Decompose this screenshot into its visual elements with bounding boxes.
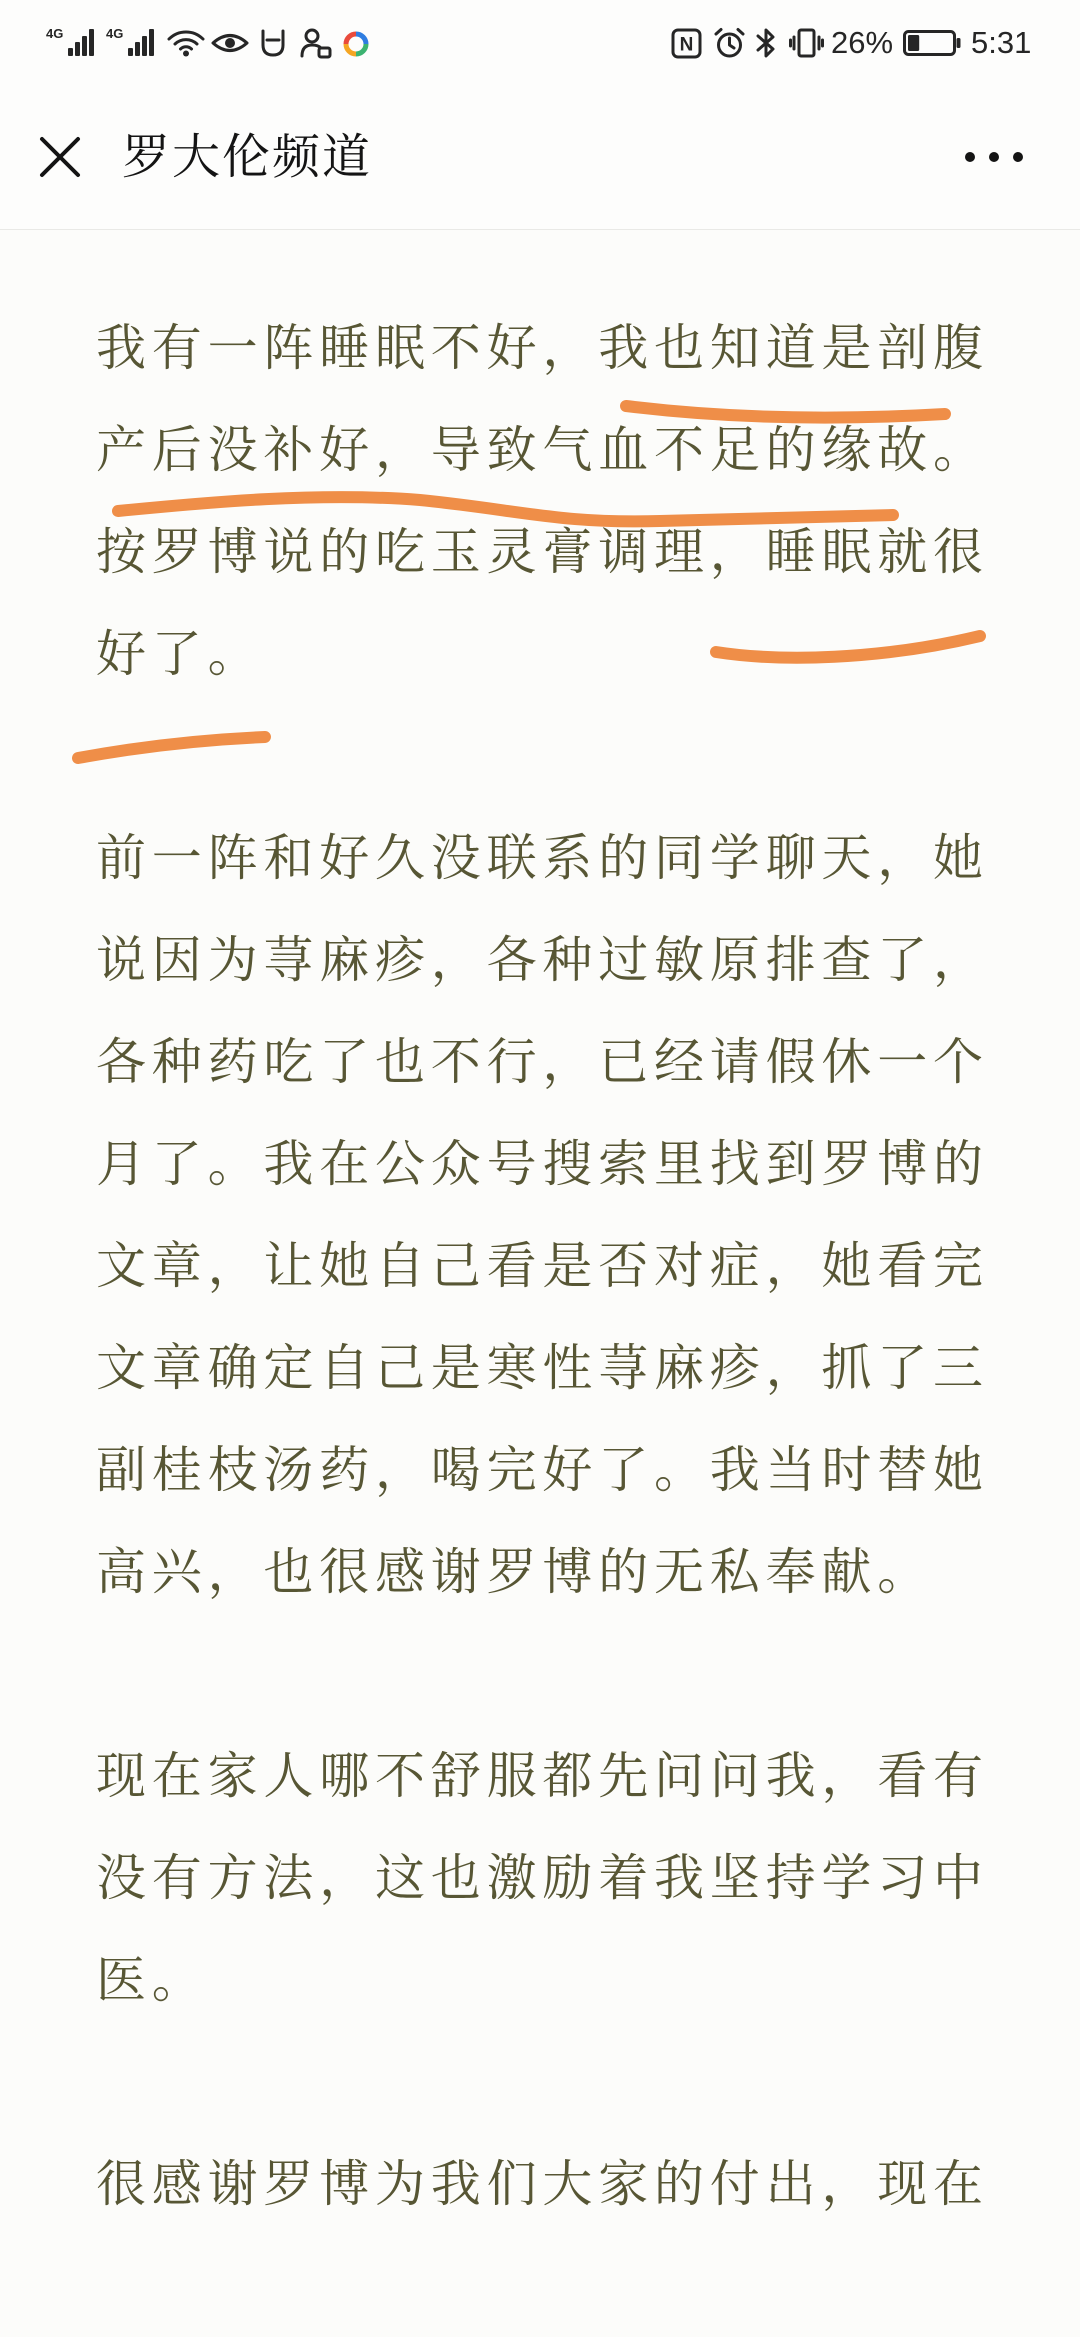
paragraph-line: 现在家人哪不舒服都先问问我，看有 — [96, 1747, 989, 1805]
nfc-icon — [671, 28, 702, 59]
paragraph-line: 好了。 — [96, 625, 264, 683]
wifi-icon — [166, 29, 206, 57]
close-button[interactable] — [38, 135, 82, 179]
paragraph — [96, 1725, 1080, 2031]
battery-icon — [903, 30, 963, 56]
more-icon[interactable] — [962, 150, 1026, 164]
paragraph-line: 产后没补好，导致气血不足的缘故。 — [96, 421, 989, 479]
signal-4g-icon — [46, 27, 98, 57]
paragraph-line: 我有一阵睡眠不好，我也知道是剖腹 — [96, 319, 989, 377]
paragraph-line: 说因为荨麻疹，各种过敏原排查了， — [96, 931, 989, 989]
paragraph-line: 按罗博说的吃玉灵膏调理，睡眠就很 — [96, 523, 989, 581]
page-title: 罗大伦频道 — [122, 129, 373, 185]
paragraph — [96, 2133, 1080, 2235]
colorful-ring-icon — [342, 30, 370, 58]
nfc-label: N — [679, 34, 694, 56]
cup-icon — [258, 28, 288, 58]
paragraph — [96, 807, 1080, 1623]
paragraph-line: 文章确定自己是寒性荨麻疹，抓了三 — [96, 1339, 989, 1397]
bluetooth-icon — [755, 26, 777, 60]
close-icon[interactable] — [38, 135, 82, 179]
paragraph-line: 高兴，也很感谢罗博的无私奉献。 — [96, 1543, 933, 1601]
paragraph-line: 月了。我在公众号搜索里找到罗博的 — [96, 1135, 989, 1193]
network-type-label: 4G — [46, 26, 64, 41]
paragraph — [96, 297, 1080, 705]
paragraph-line: 各种药吃了也不行，已经请假休一个 — [96, 1033, 989, 1091]
alarm-icon — [713, 27, 746, 60]
paragraph-line: 文章，让她自己看是否对症，她看完 — [96, 1237, 989, 1295]
article-body — [0, 230, 1080, 2337]
status-bar — [0, 0, 1080, 86]
paragraph-line: 副桂枝汤药，喝完好了。我当时替她 — [96, 1441, 989, 1499]
clock-time: 5:31 — [971, 25, 1032, 60]
user-badge-icon — [299, 27, 333, 59]
paragraph-line: 很感谢罗博为我们大家的付出，现在 — [96, 2155, 989, 2213]
battery-fill — [908, 35, 919, 51]
header — [0, 86, 1080, 230]
more-button[interactable] — [962, 150, 1026, 164]
eye-icon — [211, 31, 249, 55]
battery-percent: 26% — [831, 25, 894, 60]
vibrate-icon — [789, 27, 824, 59]
network-type-label: 4G — [106, 26, 124, 41]
paragraph-line: 医。 — [96, 1951, 208, 2009]
signal-4g-icon — [106, 27, 158, 57]
paragraph-line: 前一阵和好久没联系的同学聊天，她 — [96, 829, 989, 887]
paragraph-line: 没有方法，这也激励着我坚持学习中 — [96, 1849, 989, 1907]
